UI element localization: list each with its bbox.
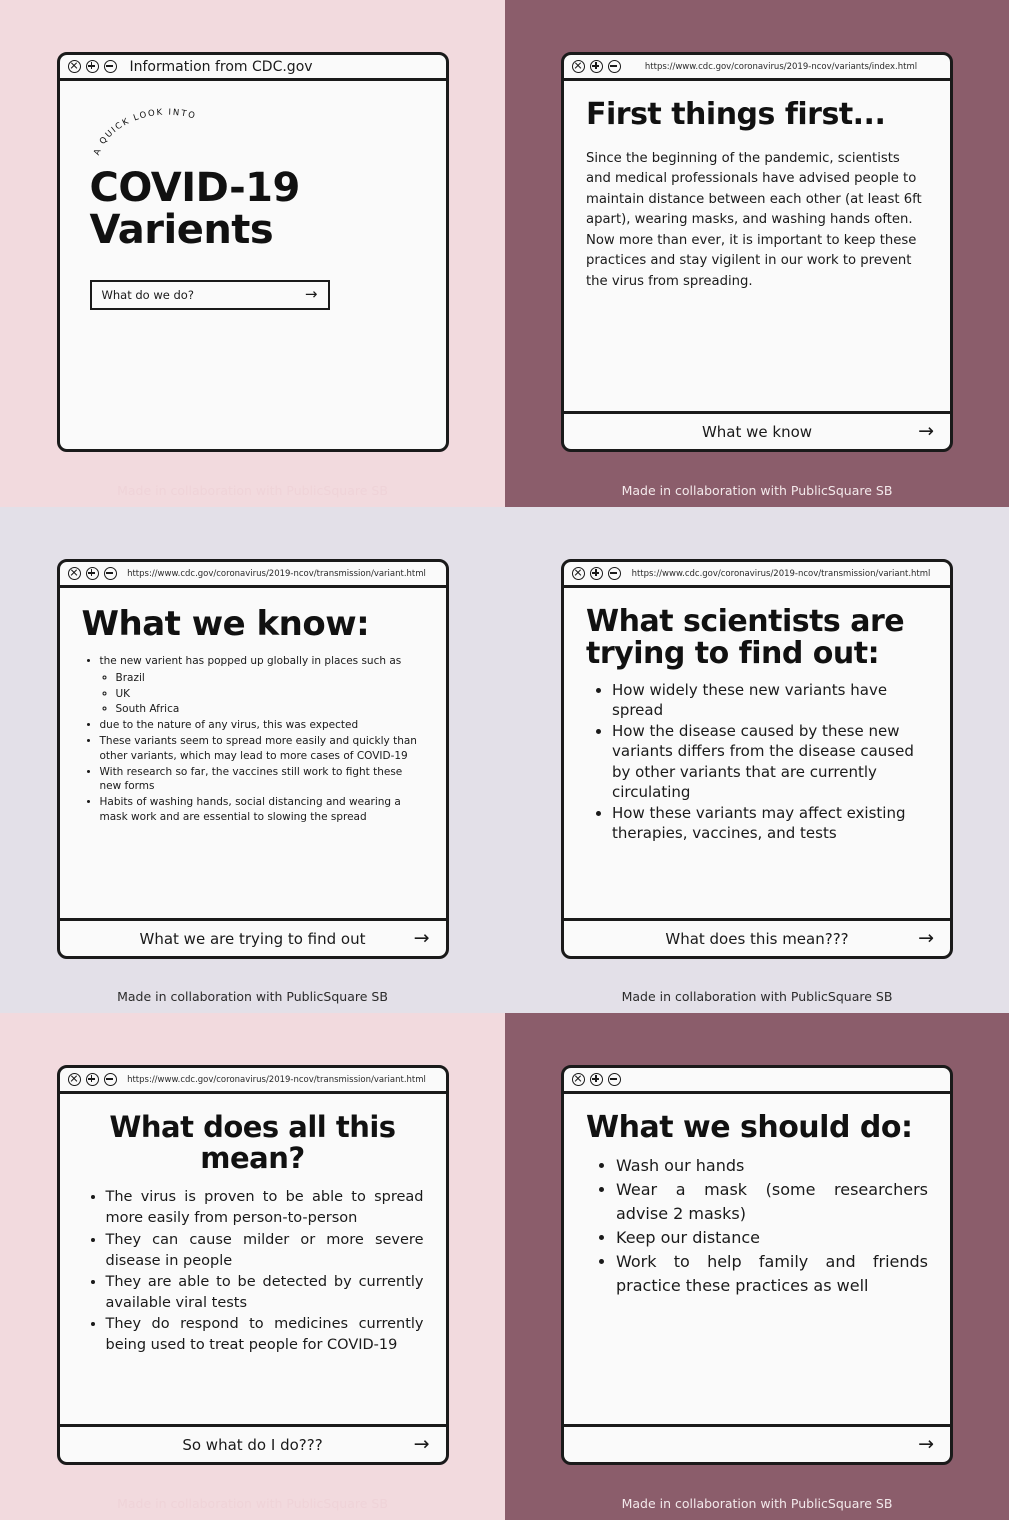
- slide-what-does-this-mean: [0, 1013, 505, 1520]
- close-circle-icon[interactable]: [572, 1073, 585, 1086]
- close-circle-icon[interactable]: [68, 1073, 81, 1086]
- list-item: • The virus is proven to be able to spread more easily from person-to-person: [106, 1187, 424, 1229]
- minus-circle-icon[interactable]: [104, 1073, 117, 1086]
- browser-url[interactable]: https://www.cdc.gov/coronavirus/2019-ncov/variants/index.html: [644, 61, 918, 72]
- browser-url[interactable]: https://www.cdc.gov/coronavirus/2019-ncov/transmission/variant.html: [127, 568, 426, 579]
- credit-text: Made in collaboration with PublicSquare SB: [621, 989, 893, 1004]
- list-item: • How these variants may affect existing therapies, vaccines, and tests: [612, 803, 928, 844]
- list-item: ◦ UK: [116, 687, 424, 701]
- arrow-right-icon: →: [413, 927, 430, 949]
- credit-text: Made in collaboration with PublicSquare SB: [117, 989, 388, 1004]
- slide-body: [60, 81, 446, 449]
- svg-text:A QUICK LOOK INTO: [92, 108, 197, 157]
- bullet-list-wrap: [82, 654, 424, 826]
- cta-label: What do we do?: [101, 287, 194, 302]
- browser-card: [561, 52, 953, 452]
- credit-text: Made in collaboration with PublicSquare SB: [621, 1496, 893, 1511]
- list-item: • Keep our distance: [616, 1226, 928, 1250]
- next-button[interactable]: [564, 411, 950, 449]
- list-item: ◦ Brazil: [116, 671, 424, 685]
- next-label: What does this mean???: [665, 929, 849, 948]
- browser-card: [57, 559, 449, 959]
- slide-body: [60, 588, 446, 918]
- credit-text: Made in collaboration with PublicSquare SB: [621, 483, 893, 498]
- browser-titlebar: [564, 562, 950, 588]
- arrow-right-icon: →: [918, 927, 934, 949]
- list-item: • Habits of washing hands, social distancing and wearing a mask work and are essential to slowing the spread: [100, 795, 424, 824]
- arrow-right-icon: →: [413, 1433, 430, 1455]
- eyebrow-label: A QUICK LOOK INTO: [91, 107, 197, 157]
- slide-what-we-know: [0, 507, 505, 1013]
- browser-titlebar: [564, 55, 950, 81]
- plus-circle-icon[interactable]: [86, 1073, 99, 1086]
- browser-url[interactable]: https://www.cdc.gov/coronavirus/2019-ncov/transmission/variant.html: [631, 568, 931, 579]
- next-button[interactable]: [564, 918, 950, 956]
- next-label: What we know: [701, 422, 813, 441]
- minus-circle-icon[interactable]: [608, 1073, 621, 1086]
- slide-cover: [0, 0, 505, 507]
- cta-button[interactable]: [90, 280, 330, 310]
- list-item: [100, 654, 424, 717]
- bullet-list: [100, 654, 424, 824]
- slide-body: [564, 1094, 950, 1424]
- plus-circle-icon[interactable]: [590, 60, 603, 73]
- close-circle-icon[interactable]: [572, 567, 585, 580]
- next-label: So what do I do???: [182, 1435, 323, 1454]
- next-label: What we are trying to find out: [139, 929, 366, 948]
- browser-titlebar: [60, 1068, 446, 1094]
- browser-card: [57, 1065, 449, 1465]
- eyebrow-arc-text: [91, 107, 214, 157]
- slide-body: [60, 1094, 446, 1424]
- page-title: What we know:: [81, 604, 370, 644]
- arrow-right-icon: →: [918, 420, 934, 442]
- bullet-list: [616, 1154, 928, 1298]
- list-item: • Work to help family and friends practice these practices as well: [616, 1250, 928, 1298]
- slide-what-we-should-do: [505, 1013, 1009, 1520]
- list-item: • Wear a mask (some researchers advise 2 masks): [616, 1178, 928, 1226]
- list-item: • How widely these new variants have spread: [612, 680, 928, 721]
- list-item: • These variants seem to spread more easily and quickly than other variants, which may lead to more cases of COVID-19: [100, 734, 424, 763]
- slide-first-things-first: [505, 0, 1009, 507]
- credit-text: Made in collaboration with PublicSquare SB: [117, 483, 388, 498]
- minus-circle-icon[interactable]: [104, 60, 117, 73]
- close-circle-icon[interactable]: [68, 567, 81, 580]
- page-title: What does all this mean?: [109, 1110, 396, 1175]
- list-item: ◦ South Africa: [116, 702, 424, 716]
- list-item: • They can cause milder or more severe disease in people: [106, 1230, 424, 1272]
- page-title: What scientists are trying to find out:: [586, 604, 905, 671]
- list-item: • They are able to be detected by currently available viral tests: [106, 1272, 424, 1314]
- list-item: • With research so far, the vaccines still work to fight these new forms: [100, 765, 424, 794]
- browser-titlebar: [60, 55, 446, 81]
- slide-body: [564, 81, 950, 411]
- page-title: First things first...: [586, 97, 886, 132]
- slide-body: [564, 588, 950, 918]
- next-button[interactable]: [564, 1424, 950, 1462]
- minus-circle-icon[interactable]: [608, 567, 621, 580]
- body-paragraph: Since the beginning of the pandemic, scientists and medical professionals have advised people to maintain distance between each other (at least 6ft apart), wearing masks, and washing hands often. Now more than ever, it is important to keep these practices and stay vigilent in our work to prevent the virus from spreading.: [586, 150, 922, 289]
- page-title: COVID-19 Varients: [89, 165, 300, 254]
- plus-circle-icon[interactable]: [86, 567, 99, 580]
- minus-circle-icon[interactable]: [608, 60, 621, 73]
- close-circle-icon[interactable]: [572, 60, 585, 73]
- plus-circle-icon[interactable]: [590, 1073, 603, 1086]
- browser-titlebar: [60, 562, 446, 588]
- page-title: What we should do:: [586, 1110, 913, 1145]
- list-item: • How the disease caused by these new variants differs from the disease caused by other variants that are currently circulating: [612, 721, 928, 803]
- sub-list: [116, 671, 424, 717]
- browser-url[interactable]: https://www.cdc.gov/coronavirus/2019-ncov/transmission/variant.html: [127, 1074, 426, 1085]
- browser-titlebar: [564, 1068, 950, 1094]
- next-button[interactable]: [60, 918, 446, 956]
- slide-find-out: [505, 507, 1009, 1013]
- plus-circle-icon[interactable]: [590, 567, 603, 580]
- list-item: • They do respond to medicines currently being used to treat people for COVID-19: [106, 1314, 424, 1356]
- bullet-list: [106, 1187, 424, 1355]
- arrow-right-icon: →: [304, 285, 318, 304]
- plus-circle-icon[interactable]: [86, 60, 99, 73]
- list-item: • due to the nature of any virus, this was expected: [100, 718, 424, 732]
- browser-card: [57, 52, 449, 452]
- next-button[interactable]: [60, 1424, 446, 1462]
- arrow-right-icon: →: [918, 1433, 934, 1455]
- bullet-list: [612, 680, 928, 844]
- minus-circle-icon[interactable]: [104, 567, 117, 580]
- browser-title: Information from CDC.gov: [129, 58, 313, 75]
- close-circle-icon[interactable]: [68, 60, 81, 73]
- browser-card: [561, 1065, 953, 1465]
- credit-text: Made in collaboration with PublicSquare SB: [117, 1496, 388, 1511]
- browser-card: [561, 559, 953, 959]
- list-item-text: the new varient has popped up globally in places such as: [99, 655, 402, 668]
- list-item: • Wash our hands: [616, 1154, 928, 1178]
